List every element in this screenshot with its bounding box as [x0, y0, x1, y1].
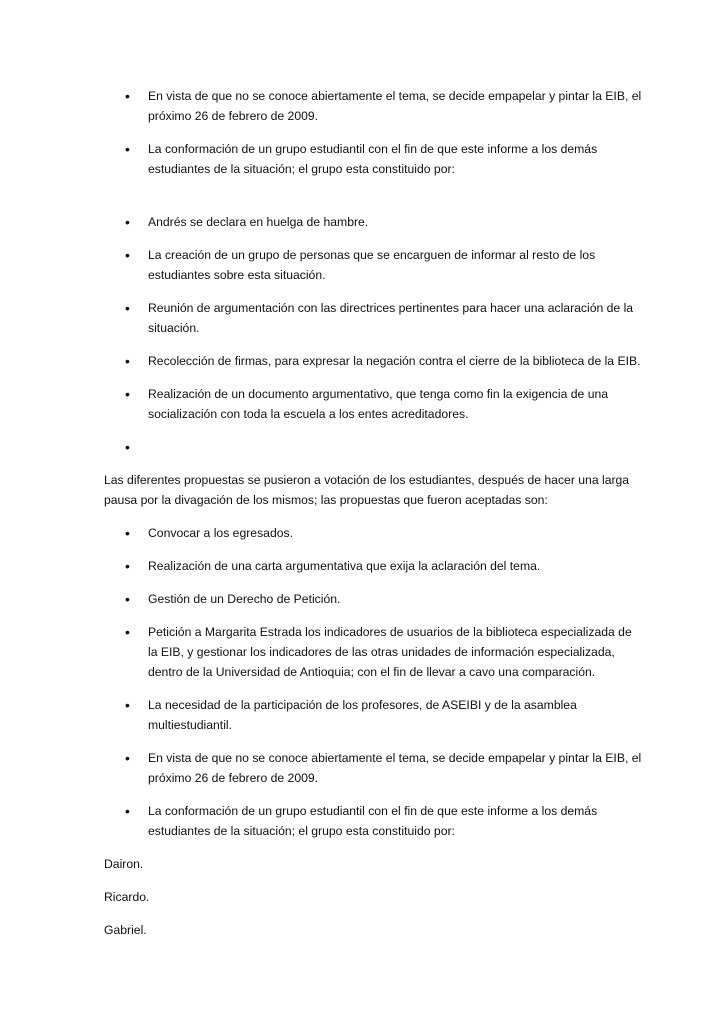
list-item: [104, 245, 644, 285]
list-item-text: La creación de un grupo de personas que se encarguen de informar al resto de los estudiantes sobre esta situación.: [148, 248, 596, 282]
bullet-icon: •: [125, 247, 130, 263]
list-item: [104, 384, 644, 424]
list-item-text: Realización de un documento argumentativo, que tenga como fin la exigencia de una socialización con toda la escuela a los entes acreditadores.: [148, 387, 609, 421]
list-item-text: La necesidad de la participación de los profesores, de ASEIBI y de la asamblea multiestudiantil.: [148, 698, 577, 732]
member-name: Gabriel.: [104, 923, 147, 937]
bullet-list-2: [104, 212, 644, 457]
list-item: [104, 523, 644, 543]
bullet-list-1: [104, 86, 644, 179]
bullet-icon: •: [125, 141, 130, 157]
list-item: [104, 212, 644, 232]
bullet-icon: •: [125, 750, 130, 766]
bullet-list-3: [104, 523, 644, 841]
document-body: [104, 86, 644, 953]
bullet-icon: •: [125, 353, 130, 369]
member-name: Dairon.: [104, 857, 144, 871]
list-item-empty: [104, 437, 644, 457]
bullet-icon: •: [125, 214, 130, 230]
list-item-text: La conformación de un grupo estudiantil con el fin de que este informe a los demás estudiantes de la situación; el grupo esta constituido por:: [148, 804, 598, 838]
list-item: [104, 695, 644, 735]
bullet-icon: •: [125, 558, 130, 574]
list-item-text: La conformación de un grupo estudiantil con el fin de que este informe a los demás estudiantes de la situación; el grupo esta constituido por:: [148, 142, 598, 176]
bullet-icon: •: [125, 300, 130, 316]
list-item-text: En vista de que no se conoce abiertamente el tema, se decide empapelar y pintar la EIB, el próximo 26 de febrero de 2009.: [148, 751, 642, 785]
list-item-text: Reunión de argumentación con las directrices pertinentes para hacer una aclaración de la situación.: [148, 301, 634, 335]
list-item: [104, 801, 644, 841]
list-item: [104, 556, 644, 576]
bullet-icon: •: [125, 386, 130, 402]
list-item: [104, 139, 644, 179]
list-item-text: Realización de una carta argumentativa que exija la aclaración del tema.: [148, 559, 541, 573]
member-name: Ricardo.: [104, 890, 150, 904]
list-item: [104, 622, 644, 682]
list-item: [104, 298, 644, 338]
list-item-text: En vista de que no se conoce abiertamente el tema, se decide empapelar y pintar la EIB, el próximo 26 de febrero de 2009.: [148, 89, 642, 123]
bullet-icon: •: [125, 803, 130, 819]
list-item-text: Recolección de firmas, para expresar la negación contra el cierre de la biblioteca de la EIB.: [148, 354, 641, 368]
list-item: [104, 589, 644, 609]
list-item: [104, 86, 644, 126]
list-item-text: Petición a Margarita Estrada los indicadores de usuarios de la biblioteca especializada de la EIB, y gestionar los indicadores de las otras unidades de información especializada, dentro de la Universidad de Antioquia; con el fin de llevar a cavo una comparación.: [148, 625, 632, 679]
list-item: [104, 748, 644, 788]
bullet-icon: •: [125, 591, 130, 607]
list-item: [104, 351, 644, 371]
list-item-text: Andrés se declara en huelga de hambre.: [148, 215, 369, 229]
list-item-text: Convocar a los egresados.: [148, 526, 293, 540]
list-item-text: Gestión de un Derecho de Petición.: [148, 592, 341, 606]
bullet-icon: •: [125, 624, 130, 640]
bullet-icon: •: [125, 439, 130, 455]
bullet-icon: •: [125, 88, 130, 104]
bullet-icon: •: [125, 525, 130, 541]
body-paragraph: Las diferentes propuestas se pusieron a votación de los estudiantes, después de hacer una larga pausa por la divagación de los mismos; las propuestas que fueron aceptadas son:: [104, 473, 630, 507]
bullet-icon: •: [125, 697, 130, 713]
